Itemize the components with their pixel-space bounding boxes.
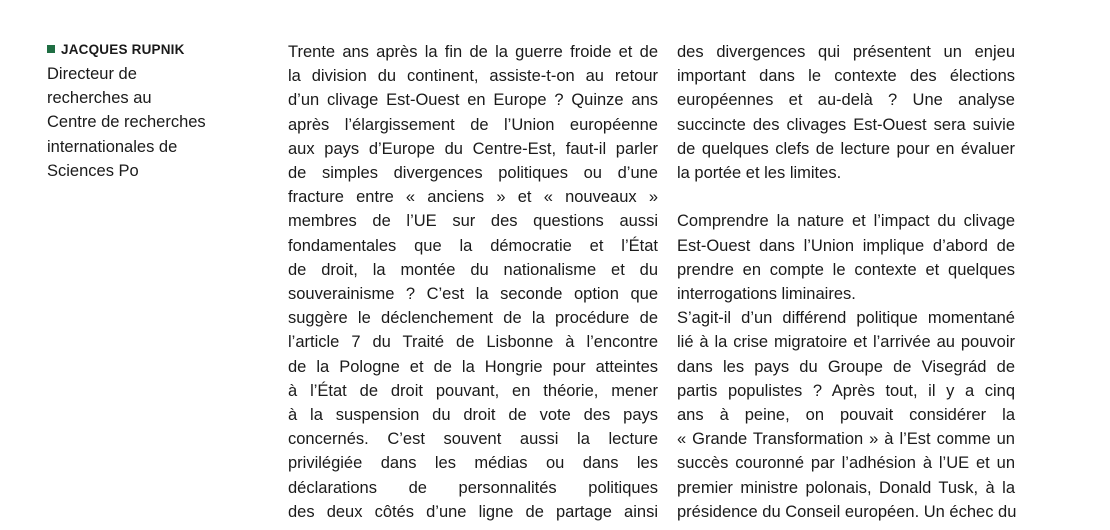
- text-line: interrogations liminaires.: [677, 285, 856, 304]
- author-name: JACQUES RUPNIK: [61, 42, 185, 57]
- author-role-line: recherches au: [47, 89, 152, 108]
- text-line: premier ministre polonais, Donald Tusk, à la: [677, 478, 1015, 497]
- text-line: « Grande Transformation » à l’Est comme un: [677, 430, 1015, 449]
- text-line: des deux côtés d’une ligne de partage ainsi: [288, 502, 658, 521]
- text-line: après l’élargissement de l’Union européenne: [288, 115, 658, 134]
- article-column-1: [288, 40, 658, 524]
- article-column-2: [677, 40, 1015, 524]
- text-line: de quelques clefs de lecture pour en évaluer: [677, 139, 1015, 158]
- text-line: suggère le déclenchement de la procédure de: [288, 309, 658, 328]
- author-role-line: Sciences Po: [47, 161, 139, 180]
- text-line: à l’État de droit pouvant, en théorie, mener: [288, 381, 658, 400]
- paragraph-1: [677, 40, 1015, 185]
- text-line: important dans le contexte des élections: [677, 67, 1015, 86]
- author-block: [47, 40, 257, 183]
- text-line: d’un clivage Est-Ouest en Europe ? Quinze ans: [288, 91, 658, 110]
- paragraph-2: [677, 209, 1015, 306]
- text-line: lié à la crise migratoire et l’arrivée au pouvoir: [677, 333, 1015, 352]
- text-line: succincte des clivages Est-Ouest sera suivie: [677, 115, 1015, 134]
- text-line: Est-Ouest dans l’Union implique d’abord de: [677, 236, 1015, 255]
- text-line: l’article 7 du Traité de Lisbonne à l’encontre: [288, 333, 658, 352]
- text-line: ans à peine, on pouvait considérer la: [677, 406, 1015, 425]
- text-line: de simples divergences politiques ou d’une: [288, 164, 658, 183]
- text-line: aux pays d’Europe du Centre-Est, faut-il parler: [288, 139, 658, 158]
- paragraph-gap: [677, 185, 1015, 209]
- text-line: à la suspension du droit de vote des pays: [288, 406, 658, 425]
- text-line: succès couronné par l’adhésion à l’UE et un: [677, 454, 1015, 473]
- text-line: S’agit-il d’un différend politique momentané: [677, 309, 1015, 328]
- text-line: de la Pologne et de la Hongrie pour atteintes: [288, 357, 658, 376]
- author-name-line: [47, 40, 257, 62]
- text-line: Trente ans après la fin de la guerre froide et de: [288, 43, 658, 61]
- text-line: de droit, la montée du nationalisme et du: [288, 260, 658, 279]
- text-line: Comprendre la nature et l’impact du clivage: [677, 212, 1015, 231]
- author-role: [47, 62, 257, 183]
- text-line: fracture entre « anciens » et « nouveaux »: [288, 188, 658, 207]
- text-line: souverainisme ? C’est la seconde option que: [288, 285, 658, 304]
- text-line: la portée et les limites.: [677, 164, 842, 183]
- author-role-line: Centre de recherches: [47, 113, 206, 132]
- text-line: déclarations de personnalités politiques: [288, 478, 658, 497]
- author-role-line: internationales de: [47, 137, 178, 156]
- text-line: la division du continent, assiste-t-on au retour: [288, 67, 658, 86]
- text-line: prendre en compte le contexte et quelques: [677, 260, 1015, 279]
- paragraph-3: [677, 306, 1015, 524]
- text-line: européennes et au-delà ? Une analyse: [677, 91, 1015, 110]
- text-line: dans les pays du Groupe de Visegrád de: [677, 357, 1015, 376]
- author-role-line: Directeur de: [47, 65, 137, 83]
- text-line: concernés. C’est souvent aussi la lecture: [288, 430, 658, 449]
- text-line: membres de l’UE sur des questions aussi: [288, 212, 658, 231]
- text-line: fondamentales que la démocratie et l’État: [288, 236, 658, 255]
- bullet-square-icon: [47, 45, 55, 53]
- text-line: des divergences qui présentent un enjeu: [677, 43, 1015, 61]
- text-line: présidence du Conseil européen. Un échec du: [677, 502, 1017, 521]
- text-line: partis populistes ? Après tout, il y a cinq: [677, 381, 1015, 400]
- text-line: privilégiée dans les médias ou dans les: [288, 454, 658, 473]
